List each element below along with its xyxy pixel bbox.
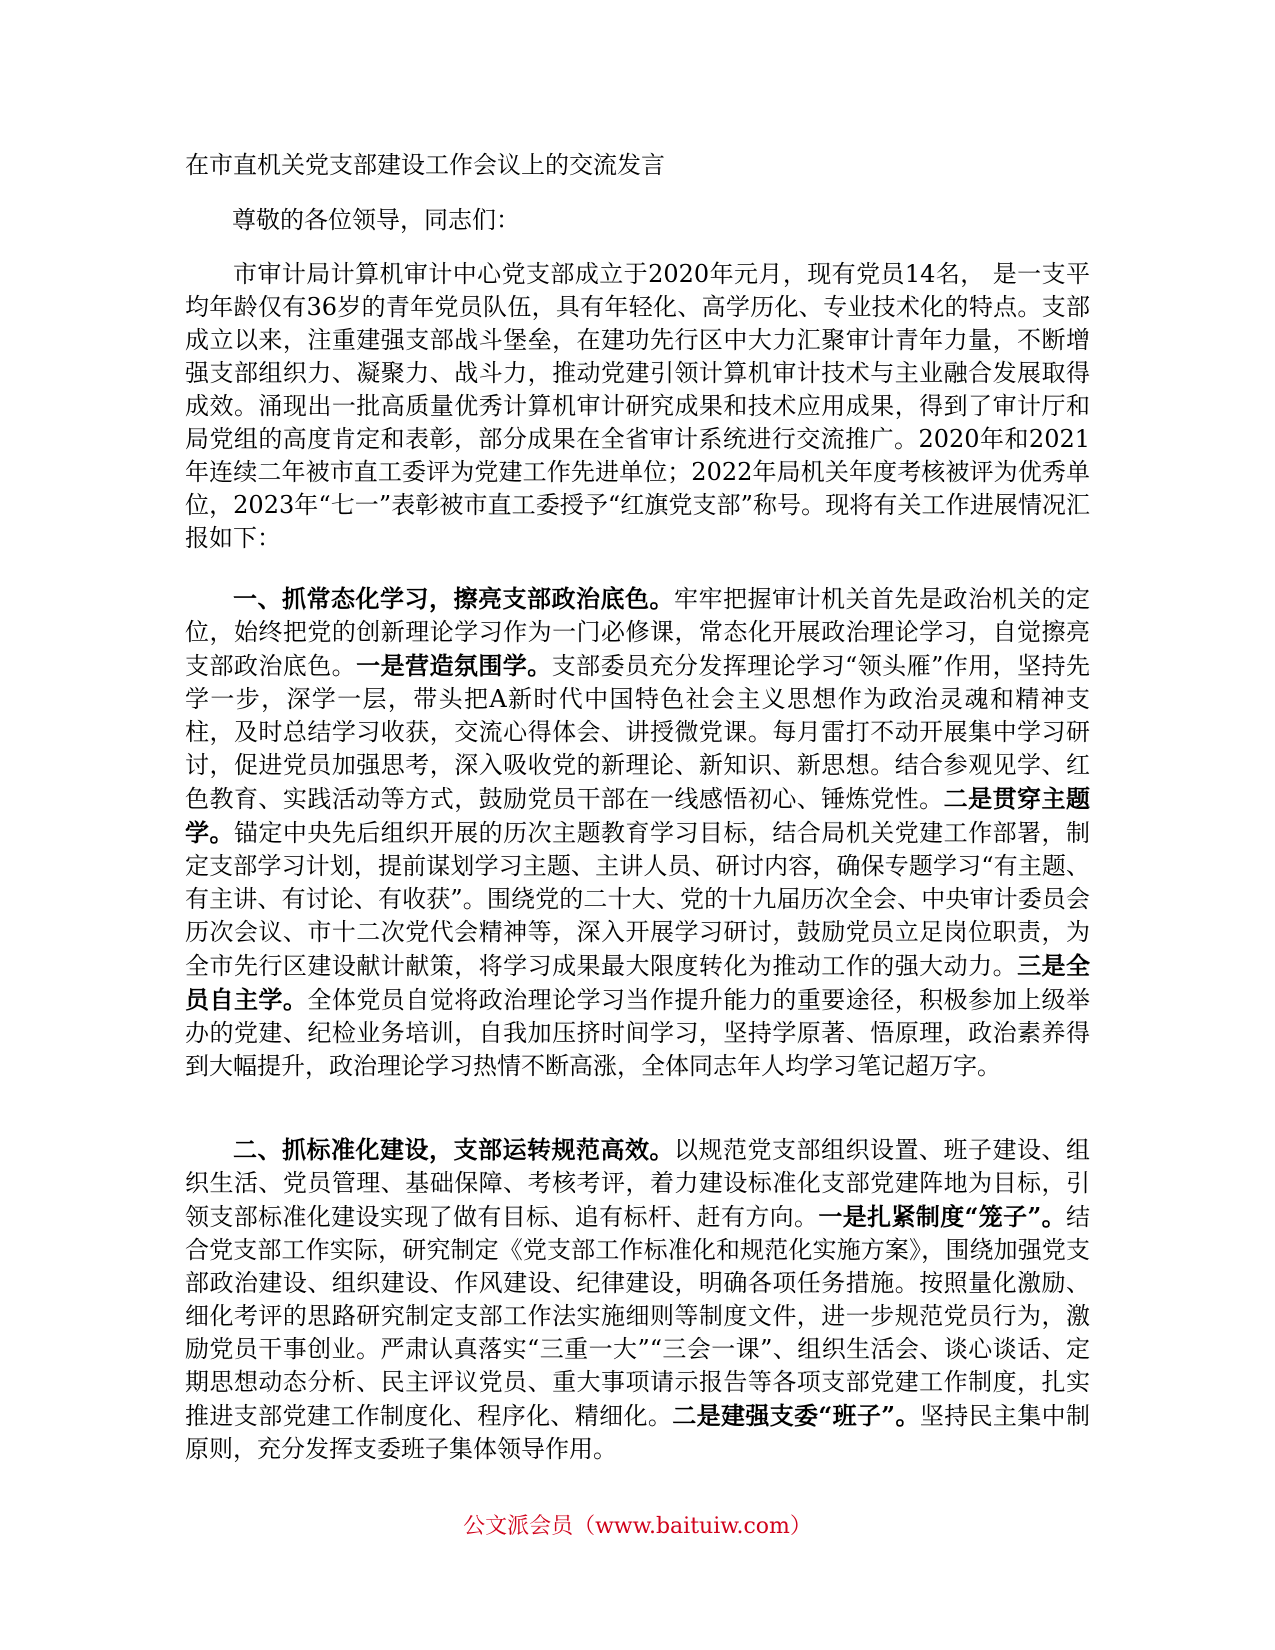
bold-heading-segment: 二、抓标准化建设，支部运转规范高效。	[233, 1135, 674, 1164]
paragraph-section-two	[185, 1133, 1090, 1466]
bold-heading-segment: 一是扎紧制度“笼子”。	[818, 1202, 1067, 1231]
paragraph-intro	[185, 258, 1090, 555]
paragraph-section-one	[185, 582, 1090, 1083]
bold-heading-segment: 二是建强支委“班子”。	[672, 1401, 920, 1430]
body-text-segment: 坚持民主集中制原则，充分发挥支委班子集体领导作用。	[185, 1402, 1091, 1463]
salutation: 尊敬的各位领导，同志们：	[232, 206, 520, 234]
body-text-segment: 全体党员自觉将政治理论学习当作提升能力的重要途径，积极参加上级举办的党建、纪检业务培训，自我加压挤时间学习，坚持学原著、悟原理，政治素养得到大幅提升，政治理论学习热情不断高涨，全体同志年人均学习笔记超万字。	[185, 986, 1091, 1080]
footer-watermark	[0, 1512, 1275, 1542]
body-text-segment: 牢牢把握审计机关首先是政治机关的定位，始终把党的创新理论学习作为一门必修课，常态化开展政治理论学习，自觉擦亮支部政治底色。	[185, 585, 1090, 680]
footer-label: 公文派会员（	[463, 1514, 596, 1539]
bold-heading-segment: 二是贯穿主题学。	[185, 784, 1091, 847]
bold-heading-segment: 一、抓常态化学习，擦亮支部政治底色。	[233, 584, 674, 613]
body-text-segment: 锚定中央先后组织开展的历次主题教育学习目标，结合局机关党建工作部署，制定支部学习计划，提前谋划学习主题、主讲人员、研讨内容，确保专题学习“有主题、有主讲、有讨论、有收获”。围绕党的二十大、党的十九届历次全会、中央审计委员会历次会议、市十二次党代会精神等，深入开展学习研讨，鼓励党员立足岗位职责，为全市先行区建设献计献策，将学习成果最大限度转化为推动工作的强大动力。	[185, 819, 1091, 980]
bold-heading-segment: 三是全员自主学。	[185, 951, 1091, 1014]
footer-url[interactable]: www.baituiw.com	[595, 1514, 790, 1539]
body-text-segment: 支部委员充分发挥理论学习“领头雁”作用，坚持先学一步，深学一层，带头把A新时代中国特色社会主义思想作为政治灵魂和精神支柱，及时总结学习收获，交流心得体会、讲授微党课。每月雷打不动开展集中学习研讨，促进党员加强思考，深入吸收党的新理论、新知识、新思想。结合参观见学、红色教育、实践活动等方式，鼓励党员干部在一线感悟初心、锤炼党性。	[185, 652, 1091, 813]
footer-close: ）	[789, 1514, 812, 1539]
bold-heading-segment: 一是营造氛围学。	[356, 651, 552, 680]
body-text-segment: 结合党支部工作实际，研究制定《党支部工作标准化和规范化实施方案》，围绕加强党支部政治建设、组织建设、作风建设、纪律建设，明确各项任务措施。按照量化激励、细化考评的思路研究制定支部工作法实施细则等制度文件，进一步规范党员行为，激励党员干事创业。严肃认真落实“三重一大”“三会一课”、组织生活会、谈心谈话、定期思想动态分析、民主评议党员、重大事项请示报告等各项支部党建工作制度，扎实推进支部党建工作制度化、程序化、精细化。	[185, 1203, 1091, 1430]
body-text-segment: 以规范党支部组织设置、班子建设、组织生活、党员管理、基础保障、考核考评，着力建设标准化支部党建阵地为目标，引领支部标准化建设实现了做有目标、追有标杆、赶有方向。	[185, 1136, 1090, 1231]
document-title: 在市直机关党支部建设工作会议上的交流发言	[185, 151, 665, 179]
body-text-segment: 市审计局计算机审计中心党支部成立于2020年元月，现有党员14名， 是一支平均年龄仅有36岁的青年党员队伍，具有年轻化、高学历化、专业技术化的特点。支部成立以来，注重建强支部战斗堡垒，在建功先行区中大力汇聚审计青年力量，不断增强支部组织力、凝聚力、战斗力，推动党建引领计算机审计技术与主业融合发展取得成效。涌现出一批高质量优秀计算机审计研究成果和技术应用成果，得到了审计厅和局党组的高度肯定和表彰，部分成果在全省审计系统进行交流推广。2020年和2021年连续二年被市直工委评为党建工作先进单位；2022年局机关年度考核被评为优秀单位，2023年“七一”表彰被市直工委授予“红旗党支部”称号。现将有关工作进展情况汇报如下：	[185, 260, 1090, 552]
